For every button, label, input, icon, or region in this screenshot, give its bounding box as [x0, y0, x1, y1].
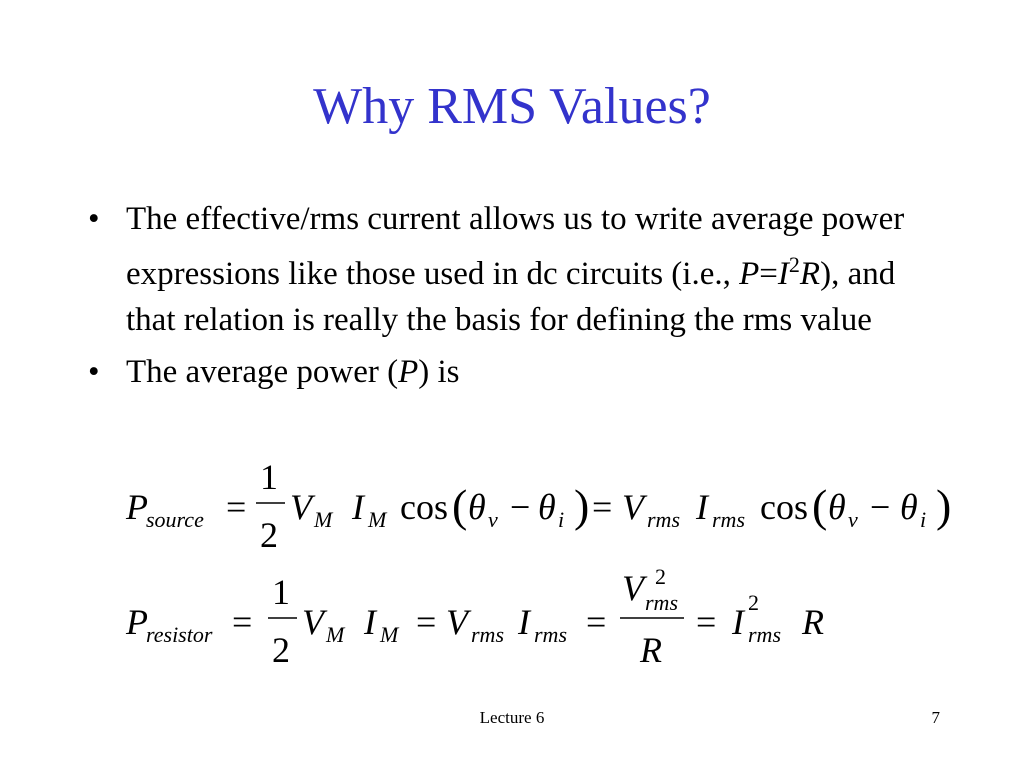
eq2-final-current-subscript: rms	[748, 622, 782, 647]
eq1-theta-v-1: θ	[468, 487, 486, 527]
bullet-dot-icon: •	[88, 354, 100, 390]
eq2-irms-symbol: I	[518, 602, 530, 642]
eq2-fraction-denominator: 2	[272, 630, 290, 670]
eq1-fraction-numerator: 1	[260, 457, 278, 497]
eq1-i-subscript-2: i	[920, 507, 927, 532]
bullet-text-before: The average power (	[126, 354, 399, 390]
bullet-item-rms-definition	[84, 196, 944, 343]
eq1-voltage-symbol: V	[290, 487, 312, 527]
eq1-v-subscript-1: v	[488, 507, 498, 532]
eq2-current-subscript: M	[380, 622, 399, 647]
equation-resistor-power	[120, 564, 1000, 680]
eq1-minus-1: −	[510, 487, 531, 527]
formula-resistance-symbol: R	[799, 256, 821, 292]
eq2-equals-1: =	[232, 602, 253, 642]
eq1-i-subscript-1: i	[558, 507, 565, 532]
eq1-irms-subscript: rms	[712, 507, 746, 532]
eq1-right-paren-2: )	[936, 480, 952, 531]
eq2-voltage-symbol: V	[302, 602, 324, 642]
eq1-vrms-symbol: V	[622, 487, 644, 527]
eq2-power-symbol: P	[126, 602, 148, 642]
eq1-minus-2: −	[870, 487, 891, 527]
eq2-current-symbol: I	[364, 602, 376, 642]
eq1-theta-v-2: θ	[828, 487, 846, 527]
eq1-vrms-subscript: rms	[647, 507, 681, 532]
eq1-theta-i-1: θ	[538, 487, 556, 527]
formula-power-symbol: P	[739, 256, 760, 292]
eq2-frac-vrms-symbol: V	[622, 568, 644, 608]
bullet-text-after: ) is	[418, 354, 460, 390]
eq1-right-paren-1: )	[574, 480, 590, 531]
eq1-v-subscript-2: v	[848, 507, 858, 532]
eq2-irms-subscript: rms	[534, 622, 568, 647]
eq2-equals-3: =	[586, 602, 607, 642]
bullet-list	[84, 196, 944, 401]
eq1-equals-2: =	[592, 487, 613, 527]
eq1-power-subscript: source	[146, 507, 204, 532]
eq2-equals-2: =	[416, 602, 437, 642]
eq1-cos-2: cos	[760, 487, 808, 527]
eq1-current-symbol: I	[352, 487, 364, 527]
bullet-dot-icon: •	[88, 201, 100, 237]
eq2-vrms-symbol: V	[446, 602, 468, 642]
formula-power-symbol: P	[398, 354, 419, 390]
eq1-voltage-subscript: M	[314, 507, 333, 532]
eq1-equals-1: =	[226, 487, 247, 527]
eq1-fraction-denominator: 2	[260, 515, 278, 555]
eq1-left-paren-1: (	[452, 480, 468, 531]
eq2-frac-vrms-exponent: 2	[655, 564, 666, 589]
eq1-power-symbol: P	[126, 487, 148, 527]
eq2-frac-resistance-symbol: R	[640, 630, 662, 670]
footer-page-number: 7	[931, 708, 940, 727]
eq2-fraction-numerator: 1	[272, 572, 290, 612]
eq2-final-resistance-symbol: R	[802, 602, 824, 642]
eq2-vrms-subscript: rms	[471, 622, 505, 647]
formula-equals: =	[759, 256, 778, 292]
bullet-text-before: The effective/rms current allows us to write average power expressions like those used in dc circuits (i.e.,	[126, 201, 905, 292]
equation-source-power	[120, 455, 1000, 565]
eq1-cos-1: cos	[400, 487, 448, 527]
eq2-power-subscript: resistor	[146, 622, 213, 647]
eq2-final-current-exponent: 2	[748, 590, 759, 615]
eq2-frac-vrms-subscript: rms	[645, 590, 679, 615]
footer-lecture-label: Lecture 6	[479, 708, 545, 727]
eq1-left-paren-2: (	[812, 480, 828, 531]
eq2-equals-4: =	[696, 602, 717, 642]
formula-exponent: 2	[788, 252, 800, 277]
bullet-item-average-power	[84, 349, 944, 395]
formula-current-symbol: I	[777, 256, 789, 292]
eq1-irms-symbol: I	[696, 487, 708, 527]
eq2-final-current-symbol: I	[732, 602, 744, 642]
eq1-current-subscript: M	[368, 507, 387, 532]
eq2-voltage-subscript: M	[326, 622, 345, 647]
bullet-text-after: ), and that relation is really the basis for defining the rms value	[126, 256, 896, 338]
eq1-theta-i-2: θ	[900, 487, 918, 527]
slide-title: Why RMS Values?	[313, 78, 711, 135]
